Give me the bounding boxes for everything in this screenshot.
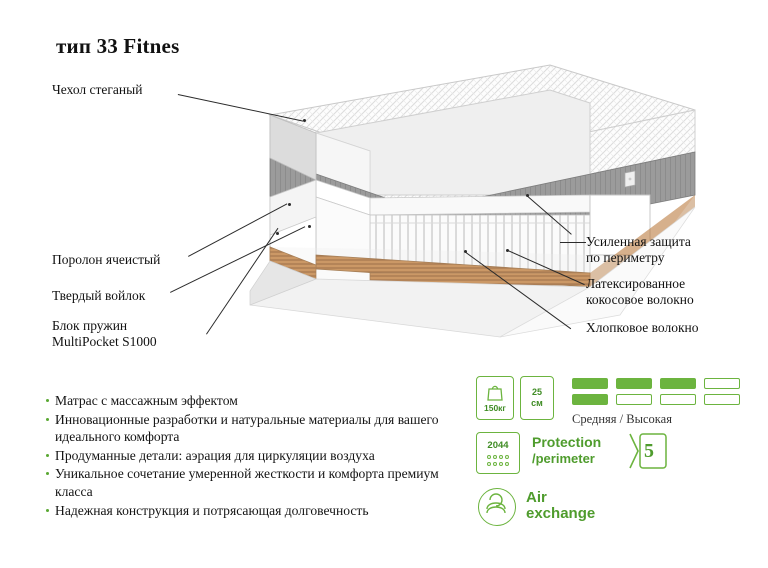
height-badge (520, 376, 554, 420)
air-line2: exchange (526, 505, 596, 522)
max-weight-value: 150кг (484, 403, 506, 413)
protection-line1: Protection (532, 434, 602, 450)
max-weight-badge (476, 376, 514, 420)
leader-dot-cover (303, 119, 306, 122)
callout-perimeter (586, 234, 756, 265)
callout-coir (586, 276, 762, 307)
callout-cotton: Хлопковое волокно (586, 320, 699, 335)
list-item: Уникальное сочетание умеренной жесткости и комфорта премиум класса (46, 465, 466, 500)
firmness-bar (660, 378, 696, 389)
list-item: Продуманные детали: аэрация для циркуляции воздуха (46, 447, 466, 465)
callout-coir-line1: Латексированное (586, 276, 686, 291)
firmness-label: Средняя / Высокая (572, 412, 672, 426)
air-line1: Air (526, 489, 547, 506)
callout-perimeter-line1: Усиленная защита (586, 234, 691, 249)
firmness-bar (704, 378, 740, 389)
feature-list (46, 392, 466, 520)
weight-icon (487, 383, 503, 401)
firmness-bar (704, 394, 740, 405)
spring-count-badge (476, 432, 520, 474)
list-item: Матрас с массажным эффектом (46, 392, 466, 410)
air-exchange-label (526, 490, 595, 522)
leader-line-perimeter (560, 242, 586, 243)
spring-count-value: 2044 (487, 439, 509, 451)
leader-dot-felt (308, 225, 311, 228)
firmness-bar (660, 394, 696, 405)
firmness-bar (572, 378, 608, 389)
leader-dot-foam (288, 203, 291, 206)
firmness-bar (616, 394, 652, 405)
leader-dot-coir (506, 249, 509, 252)
callout-cover: Чехол стеганый (52, 82, 143, 97)
zone-count-badge (628, 430, 672, 472)
air-exchange-icon (478, 488, 516, 526)
callout-perimeter-line2: по периметру (586, 249, 665, 265)
leader-dot-springs (276, 232, 279, 235)
firmness-bar (616, 378, 652, 389)
callout-springs-line2: MultiPocket S1000 (52, 333, 157, 349)
protection-line2: /perimeter (532, 451, 595, 466)
callout-foam: Поролон ячеистый (52, 252, 161, 267)
air-swirl-icon (479, 489, 513, 523)
spring-dots-icon (486, 453, 510, 467)
leader-dot-perimeter (526, 194, 529, 197)
page-title: тип 33 Fitnes (56, 34, 180, 58)
spec-icon-panel (476, 372, 756, 532)
list-item: Инновационные разработки и натуральные материалы для вашего идеального комфорта (46, 411, 466, 446)
callout-springs (52, 318, 212, 349)
zone-count-value: 5 (644, 440, 654, 462)
firmness-indicator (572, 378, 742, 408)
height-unit: см (531, 398, 543, 408)
height-value: 25 (531, 387, 542, 397)
list-item: Надежная конструкция и потрясающая долговечность (46, 502, 466, 520)
leader-dot-cotton (464, 250, 467, 253)
callout-coir-line2: кокосовое волокно (586, 291, 694, 307)
firmness-bar (572, 394, 608, 405)
callout-felt: Твердый войлок (52, 288, 146, 303)
protection-perimeter-label (532, 434, 601, 467)
callout-springs-line1: Блок пружин (52, 318, 128, 333)
